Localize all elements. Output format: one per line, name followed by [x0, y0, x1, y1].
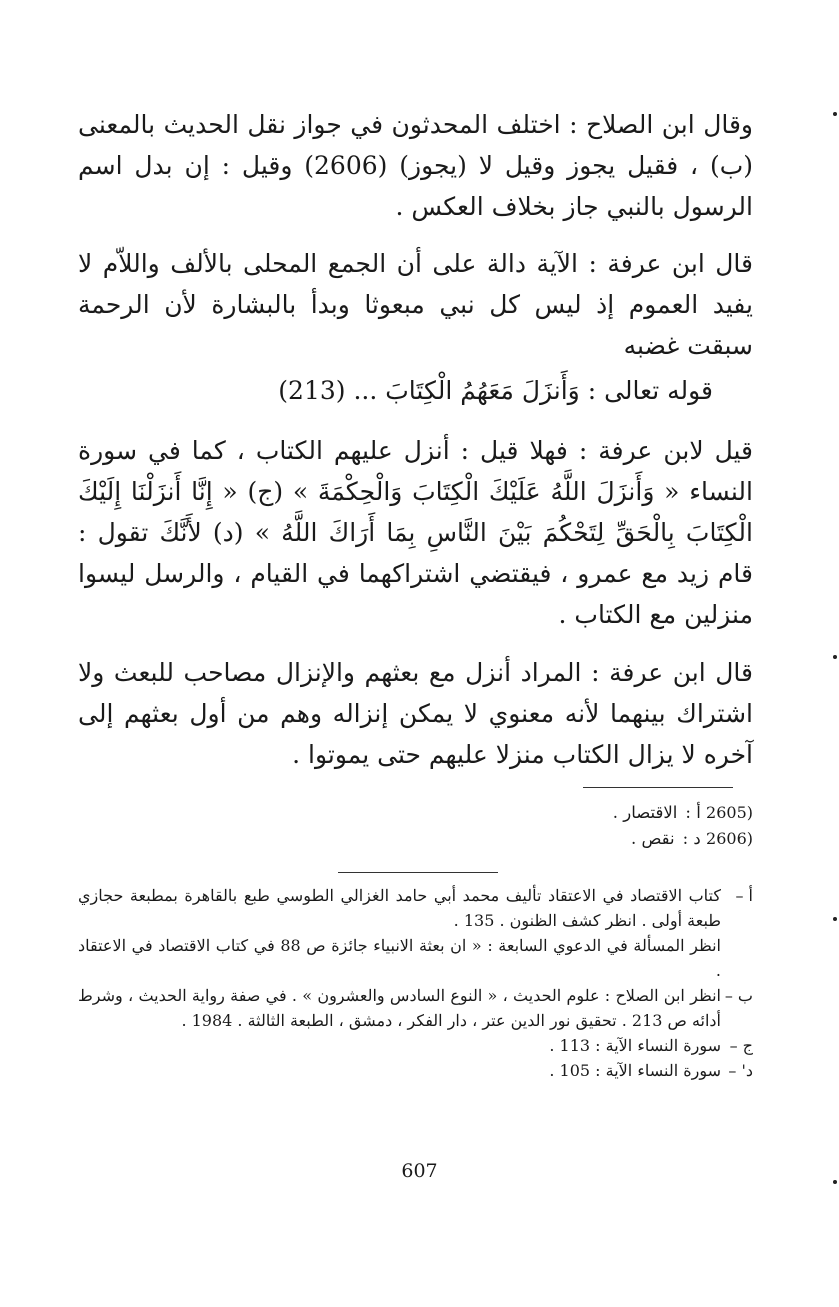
- scan-edge-mark: [833, 112, 837, 116]
- scan-edge-mark: [833, 1180, 837, 1184]
- commentary-note-key: د' –: [728, 1061, 753, 1080]
- variant-note: [78, 826, 753, 852]
- scan-edge-mark: [833, 917, 837, 921]
- variant-note-text: الاقتصار .: [612, 803, 678, 822]
- commentary-note-text: كتاب الاقتصاد في الاعتقاد تأليف محمد أبي حامد الغزالي الطوسي طبع بالقاهرة بمطبعة حجازي طبعة أولى . انظر كشف الظنون . 135 .: [78, 886, 721, 930]
- variant-note-key: أ :: [685, 803, 701, 822]
- scan-edge-mark: [833, 655, 837, 659]
- paragraph-ibn-arafa-2: [78, 652, 753, 775]
- commentary-note-text: انظر المسألة في الدعوي السابعة : « ان بعثة الانبياء جائزة ص 88 في كتاب الاقتصاد في الاعتقاد .: [78, 936, 721, 980]
- paragraph-ibn-arafa-1: [78, 243, 753, 366]
- paragraph-text: قال ابن عرفة : المراد أنزل مع بعثهم والإنزال مصاحب للبعث ولا اشتراك بينهما لأنه معنوي لا يمكن إنزاله وهم من أول بعثهم إلى آخره لا يزال الكتاب منزلا عليهم حتى يموتوا .: [78, 658, 753, 769]
- commentary-note: [78, 1033, 753, 1058]
- paragraph-text: وقال ابن الصلاح : اختلف المحدثون في جواز نقل الحديث بالمعنى (ب) ، فقيل يجوز وقيل لا (يجوز) (2606) وقيل : إن بدل اسم الرسول بالنبي جاز بخلاف العكس .: [78, 110, 753, 221]
- variant-note-text: نقص .: [630, 829, 675, 848]
- commentary-note-text: سورة النساء الآية : 113 .: [549, 1036, 721, 1055]
- page-number: 607: [401, 1160, 438, 1182]
- commentary-note-text: سورة النساء الآية : 105 .: [549, 1061, 721, 1080]
- verse-text: قوله تعالى : وَأَنزَلَ مَعَهُمُ الْكِتَابَ ... (213): [278, 376, 713, 405]
- paragraph-ibn-salah: [78, 104, 753, 227]
- commentary-note-key: ج –: [729, 1036, 753, 1055]
- commentary-notes: [78, 883, 753, 1083]
- commentary-note-key: أ –: [735, 886, 753, 905]
- paragraph-text: قيل لابن عرفة : فهلا قيل : أنزل عليهم الكتاب ، كما في سورة النساء « وَأَنزَلَ اللَّهُ عَلَيْكَ الْكِتَابَ وَالْحِكْمَةَ » (ج) « إِنَّا أَنزَلْنَا إِلَيْكَ الْكِتَابَ بِالْحَقِّ لِتَحْكُمَ بَيْنَ النَّاسِ بِمَا أَرَاكَ اللَّهُ » (د) لأَنَّكَ تقول : قام زيد مع عمرو ، فيقتضي اشتراكهما في القيام ، والرسل ليسوا منزلين مع الكتاب .: [78, 436, 753, 629]
- variant-note-key: د :: [682, 829, 701, 848]
- commentary-note: [78, 1058, 753, 1083]
- commentary-note: [78, 933, 753, 983]
- paragraph-question: [78, 430, 753, 635]
- footnote-divider: [583, 787, 733, 788]
- commentary-note: [78, 883, 753, 933]
- variant-note-ref: [683, 826, 753, 852]
- variant-note-number: 2605): [706, 803, 753, 822]
- verse-heading: [78, 370, 753, 411]
- commentary-divider: [338, 872, 498, 873]
- commentary-note-key: ب –: [724, 986, 753, 1005]
- commentary-note: [78, 983, 753, 1033]
- paragraph-text: قال ابن عرفة : الآية دالة على أن الجمع المحلى بالألف واللاّم لا يفيد العموم إذ ليس كل نبي مبعوثا وبدأ بالبشارة لأن الرحمة سبقت غضبه: [78, 249, 753, 360]
- variant-notes: [78, 800, 753, 852]
- commentary-note-text: انظر ابن الصلاح : علوم الحديث ، « النوع السادس والعشرون » . في صفة رواية الحديث ، وشرط أدائه ص 213 . تحقيق نور الدين عتر ، دار الفكر ، دمشق ، الطبعة الثالثة . 1984 .: [78, 986, 721, 1030]
- variant-note-number: 2606): [706, 829, 753, 848]
- variant-note: [78, 800, 753, 826]
- variant-note-ref: [685, 800, 753, 826]
